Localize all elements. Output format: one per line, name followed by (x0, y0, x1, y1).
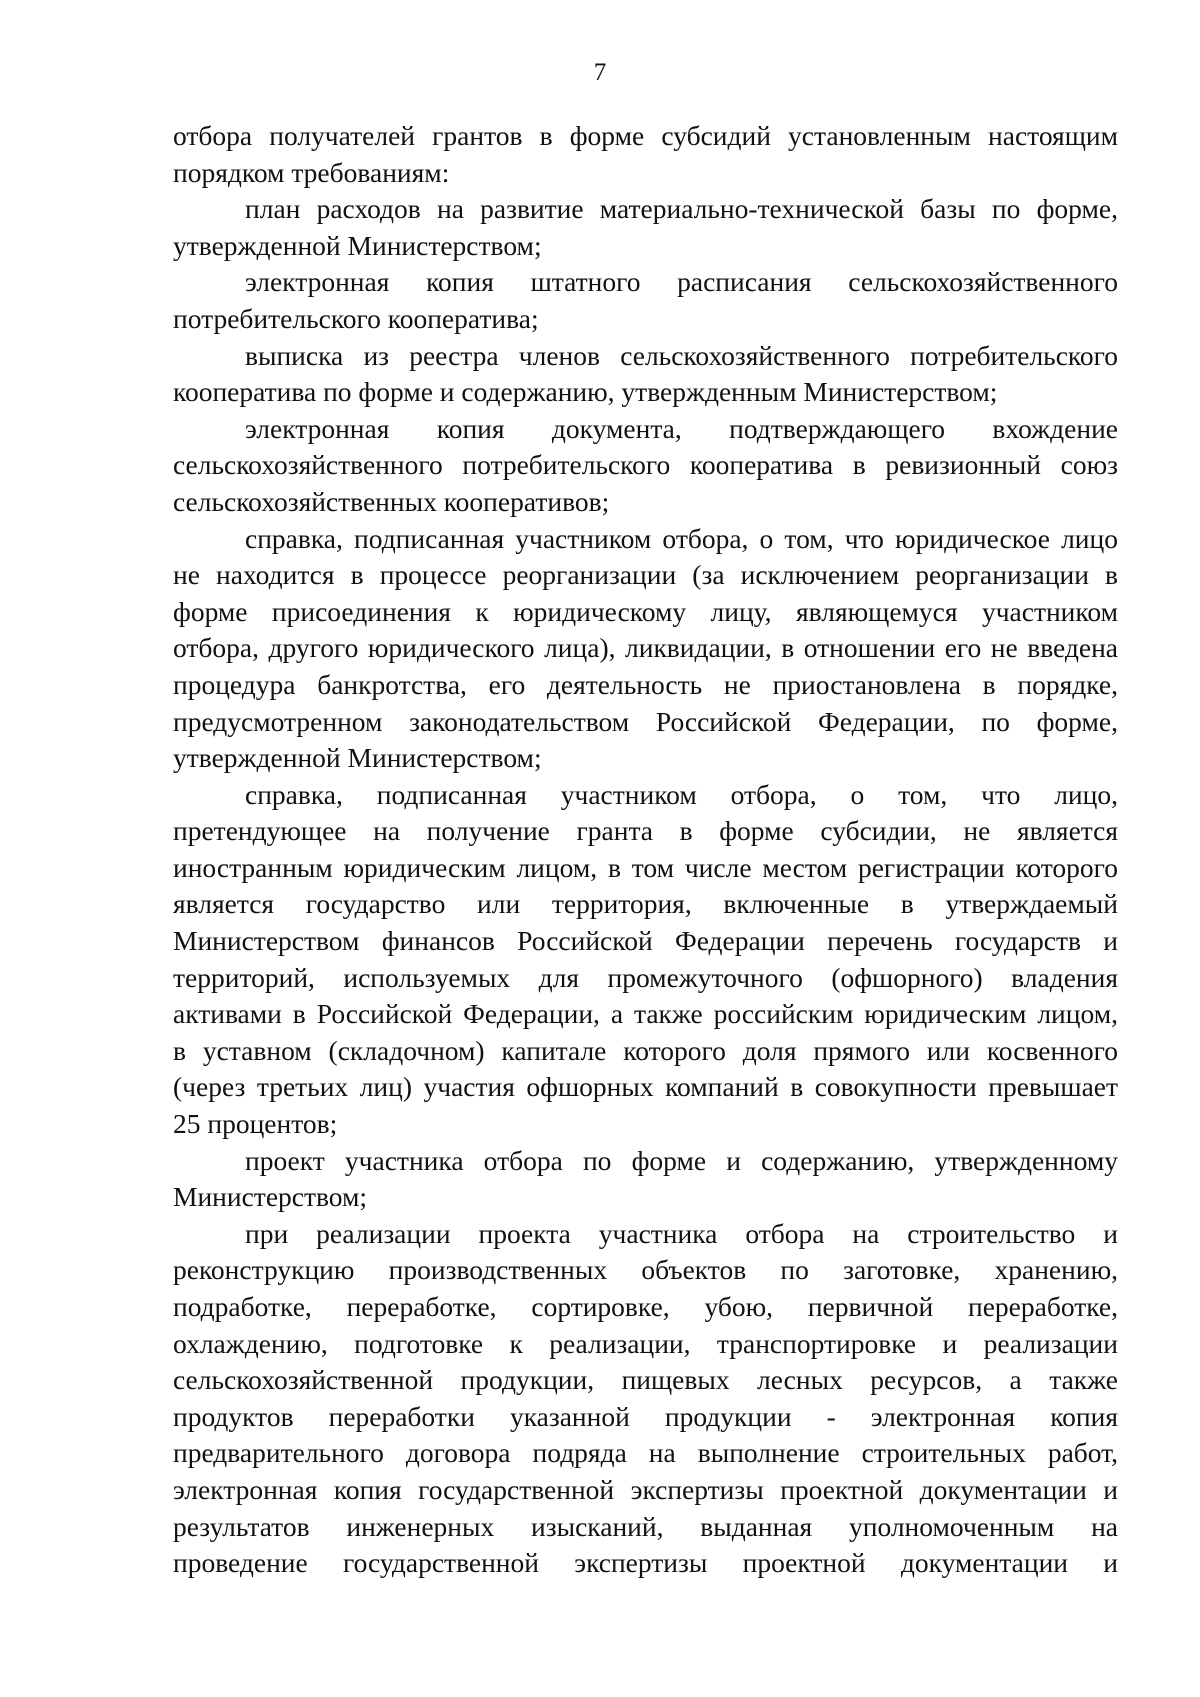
text-line: иностранным юридическим лицом, в том числе местом регистрации которого (173, 851, 1118, 883)
text-line: потребительского кооператива; (173, 302, 539, 334)
paragraph-4 (173, 338, 1118, 411)
text-line: Министерством; (173, 1181, 368, 1213)
document-body (173, 118, 1118, 1582)
text-line: активами в Российской Федерации, а также российским юридическим лицом, (173, 998, 1118, 1030)
text-line: план расходов на развитие материально-технической базы по форме, (245, 193, 1118, 225)
paragraph-6 (173, 521, 1118, 777)
text-line: 25 процентов; (173, 1108, 338, 1140)
text-line: (через третьих лиц) участия офшорных компаний в совокупности превышает (173, 1071, 1118, 1103)
paragraph-2 (173, 191, 1118, 264)
text-line: территорий, используемых для промежуточного (офшорного) владения (173, 961, 1118, 993)
text-line: претендующее на получение гранта в форме субсидии, не является (173, 815, 1118, 847)
text-line: сельскохозяйственного потребительского кооператива в ревизионный союз (173, 449, 1118, 481)
text-line: кооператива по форме и содержанию, утвержденным Министерством; (173, 376, 998, 408)
text-line: электронная копия штатного расписания сельскохозяйственного (245, 266, 1118, 298)
text-line: не находится в процессе реорганизации (за исключением реорганизации в (173, 559, 1118, 591)
text-line: порядком требованиям: (173, 156, 450, 188)
text-line: электронная копия государственной экспертизы проектной документации и (173, 1473, 1118, 1505)
paragraph-8 (173, 1143, 1118, 1216)
text-line: проект участника отбора по форме и содержанию, утвержденному (245, 1144, 1118, 1176)
text-line: проведение государственной экспертизы проектной документации и (173, 1547, 1118, 1579)
text-line: сельскохозяйственной продукции, пищевых лесных ресурсов, а также (173, 1364, 1118, 1396)
text-line: отбора получателей грантов в форме субсидий установленным настоящим (173, 120, 1118, 151)
text-line: Министерством финансов Российской Федерации перечень государств и (173, 925, 1118, 957)
text-line: отбора, другого юридического лица), ликвидации, в отношении его не введена (173, 632, 1118, 664)
text-line: предварительного договора подряда на выполнение строительных работ, (173, 1437, 1118, 1469)
text-line: справка, подписанная участником отбора, о том, что юридическое лицо (245, 522, 1118, 554)
paragraph-3 (173, 264, 1118, 337)
text-line: утвержденной Министерством; (173, 742, 542, 774)
text-line: охлаждению, подготовке к реализации, транспортировке и реализации (173, 1327, 1118, 1359)
text-line: выписка из реестра членов сельскохозяйственного потребительского (245, 339, 1118, 371)
text-line: является государство или территория, включенные в утверждаемый (173, 888, 1118, 920)
text-line: в уставном (складочном) капитале которого доля прямого или косвенного (173, 1034, 1118, 1066)
paragraph-5 (173, 411, 1118, 521)
text-line: продуктов переработки указанной продукции - электронная копия (173, 1400, 1118, 1432)
text-line: результатов инженерных изысканий, выданная уполномоченным на (173, 1510, 1118, 1542)
text-line: справка, подписанная участником отбора, о том, что лицо, (245, 778, 1118, 810)
text-line: реконструкцию производственных объектов по заготовке, хранению, (173, 1254, 1118, 1286)
text-line: утвержденной Министерством; (173, 229, 542, 261)
paragraph-9 (173, 1216, 1118, 1582)
text-line: при реализации проекта участника отбора на строительство и (245, 1217, 1118, 1249)
text-line: процедура банкротства, его деятельность не приостановлена в порядке, (173, 668, 1118, 700)
text-line: электронная копия документа, подтверждающего вхождение (245, 412, 1118, 444)
paragraph-7 (173, 777, 1118, 1143)
text-line: форме присоединения к юридическому лицу, являющемуся участником (173, 595, 1118, 627)
page-number: 7 (593, 59, 607, 86)
text-line: подработке, переработке, сортировке, убою, первичной переработке, (173, 1291, 1118, 1322)
text-line: предусмотренном законодательством Российской Федерации, по форме, (173, 705, 1118, 737)
paragraph-1 (173, 118, 1118, 191)
text-line: сельскохозяйственных кооперативов; (173, 485, 610, 517)
